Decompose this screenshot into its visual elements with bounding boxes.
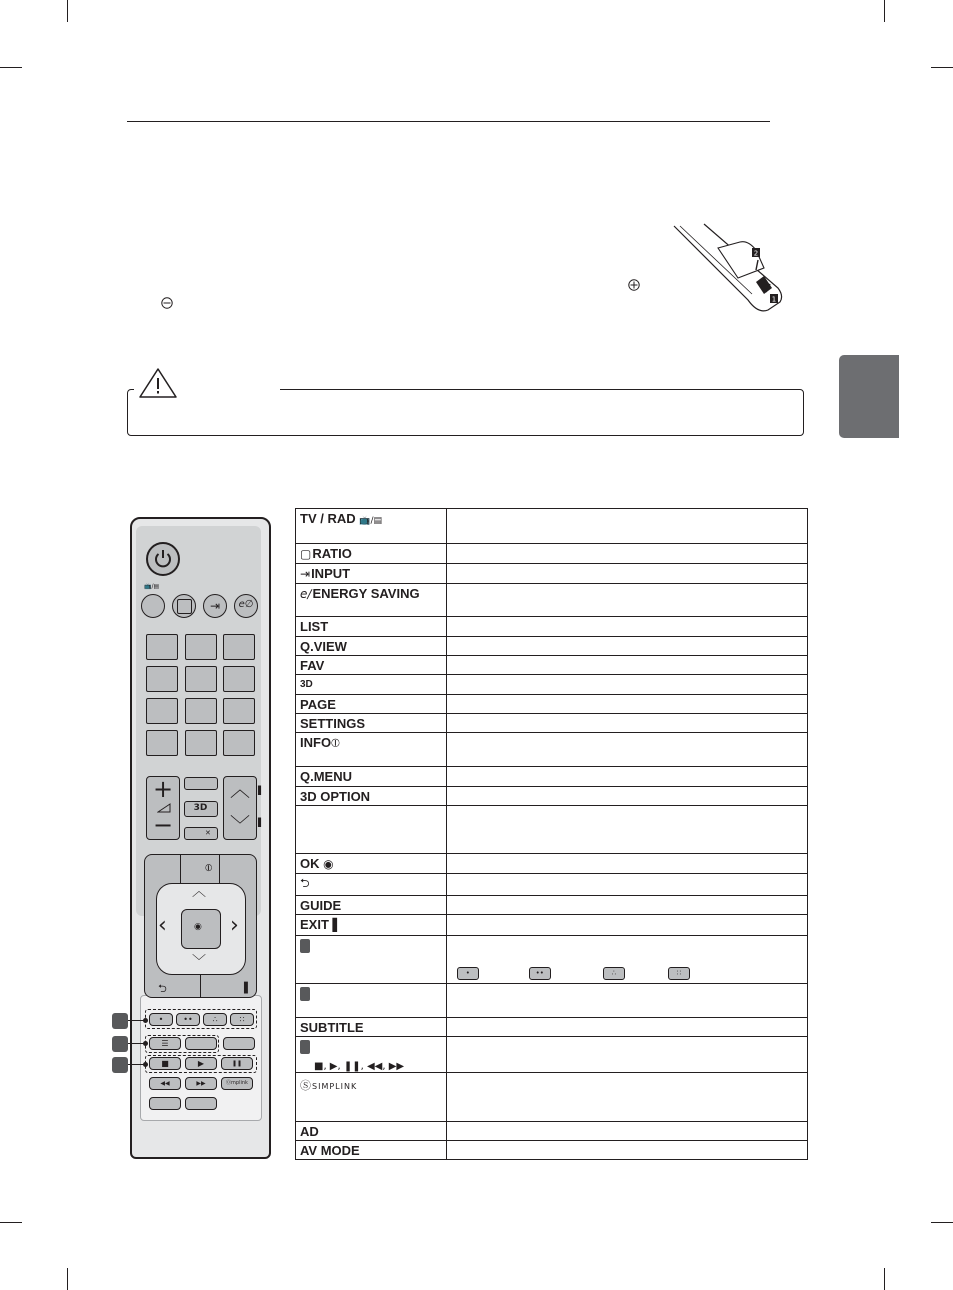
key-cell bbox=[296, 984, 447, 1018]
number-button[interactable] bbox=[223, 698, 255, 724]
blue-button[interactable]: ∷ bbox=[230, 1013, 254, 1026]
input-icon: ⇥ bbox=[300, 567, 311, 581]
key-cell bbox=[296, 874, 447, 896]
description-cell bbox=[446, 915, 807, 936]
ok-icon: ◉ bbox=[194, 922, 202, 932]
table-row bbox=[296, 656, 808, 675]
header-rule bbox=[127, 121, 770, 122]
key-cell bbox=[296, 617, 447, 637]
key-cell bbox=[296, 806, 447, 854]
table-row bbox=[296, 936, 808, 984]
number-button[interactable] bbox=[146, 666, 178, 692]
key-label: FAV bbox=[300, 658, 325, 673]
nav-divider bbox=[200, 974, 201, 998]
battery-cover-illustration bbox=[668, 222, 786, 320]
table-row bbox=[296, 1122, 808, 1141]
description-cell bbox=[446, 1141, 807, 1160]
callout-marker bbox=[300, 1040, 310, 1054]
key-label: 3D OPTION bbox=[300, 789, 371, 804]
key-cell bbox=[296, 787, 447, 806]
table-row bbox=[296, 915, 808, 936]
table-row bbox=[296, 695, 808, 714]
key-label: INPUT bbox=[311, 566, 351, 581]
info-icon: ⦶ bbox=[331, 736, 340, 750]
description-cell bbox=[446, 767, 807, 787]
table-row bbox=[296, 617, 808, 637]
exit-icon: ▌ bbox=[244, 983, 252, 994]
crop-mark bbox=[67, 0, 68, 22]
key-cell bbox=[296, 584, 447, 617]
tv-rad-button[interactable] bbox=[141, 594, 165, 618]
description-cell bbox=[446, 637, 807, 656]
callout-dot bbox=[143, 1062, 148, 1067]
fav-button[interactable] bbox=[184, 777, 218, 790]
description-cell bbox=[446, 1122, 807, 1141]
table-row bbox=[296, 896, 808, 915]
number-button[interactable] bbox=[185, 634, 217, 660]
back-icon: ⮌ bbox=[158, 982, 167, 995]
input-icon: ⇥ bbox=[209, 599, 221, 613]
yellow-button[interactable]: ∴ bbox=[203, 1013, 227, 1026]
table-row bbox=[296, 564, 808, 584]
callout-marker bbox=[112, 1013, 128, 1029]
table-row bbox=[296, 1037, 808, 1073]
callout-marker bbox=[112, 1036, 128, 1052]
key-cell bbox=[296, 1073, 447, 1122]
crop-mark bbox=[884, 1268, 885, 1290]
right-arrow-icon: › bbox=[230, 913, 239, 938]
key-cell bbox=[296, 896, 447, 915]
description-cell bbox=[446, 806, 807, 854]
number-button[interactable] bbox=[146, 698, 178, 724]
list-button[interactable] bbox=[146, 730, 178, 756]
simplink-button[interactable]: ⓪mplink bbox=[221, 1077, 253, 1090]
remote-control-illustration bbox=[130, 517, 271, 1159]
warning-icon bbox=[138, 367, 178, 399]
callout-dot bbox=[143, 1041, 148, 1046]
volume-rocker[interactable] bbox=[146, 776, 180, 840]
description-cell bbox=[446, 617, 807, 637]
key-label: INFO bbox=[300, 735, 332, 750]
table-row bbox=[296, 787, 808, 806]
page-tick-mark: ▌ bbox=[258, 786, 265, 795]
down-arrow-icon: ﹀ bbox=[192, 954, 206, 970]
table-row bbox=[296, 1018, 808, 1037]
ok-icon: ◉ bbox=[323, 857, 334, 871]
key-cell bbox=[296, 733, 447, 767]
play-button[interactable]: ▶ bbox=[185, 1057, 217, 1070]
up-arrow-icon: ︿ bbox=[192, 884, 206, 900]
t-opt-button[interactable] bbox=[185, 1037, 217, 1050]
number-button[interactable] bbox=[223, 634, 255, 660]
power-button[interactable] bbox=[146, 542, 180, 576]
rewind-button[interactable]: ◀◀ bbox=[149, 1077, 181, 1090]
callout-marker bbox=[300, 987, 310, 1001]
q-view-button[interactable] bbox=[223, 730, 255, 756]
table-row bbox=[296, 675, 808, 695]
subtitle-button[interactable] bbox=[223, 1037, 255, 1050]
key-label: LIST bbox=[300, 619, 329, 634]
crop-mark bbox=[0, 1222, 22, 1223]
key-cell bbox=[296, 637, 447, 656]
key-cell bbox=[296, 936, 447, 984]
key-label: AD bbox=[300, 1124, 319, 1139]
callout-dot bbox=[143, 1018, 148, 1023]
key-cell bbox=[296, 509, 447, 544]
key-cell bbox=[296, 695, 447, 714]
caution-box bbox=[127, 389, 804, 436]
nav-divider bbox=[219, 854, 220, 884]
table-row bbox=[296, 854, 808, 874]
table-row bbox=[296, 1073, 808, 1122]
key-cell bbox=[296, 656, 447, 675]
description-cell bbox=[446, 854, 807, 874]
key-label: SETTINGS bbox=[300, 716, 366, 731]
description-cell bbox=[446, 656, 807, 675]
table-row bbox=[296, 544, 808, 564]
energy-saving-icon: e∕ bbox=[300, 587, 312, 601]
key-label: TV / RAD bbox=[300, 511, 356, 526]
ad-button[interactable] bbox=[149, 1097, 181, 1110]
crop-mark bbox=[884, 0, 885, 22]
crop-mark bbox=[0, 67, 22, 68]
description-cell bbox=[446, 675, 807, 695]
blue-button-icon: ∷ bbox=[668, 967, 690, 980]
red-button[interactable]: • bbox=[149, 1013, 173, 1026]
key-cell bbox=[296, 854, 447, 874]
number-button[interactable] bbox=[185, 698, 217, 724]
left-arrow-icon: ‹ bbox=[158, 913, 167, 938]
description-cell bbox=[446, 584, 807, 617]
tv-rad-small-label: 📺/▤ bbox=[144, 583, 160, 590]
simplink-logo: ⓈSIMPLINK bbox=[300, 1079, 358, 1092]
3d-label: 3D bbox=[193, 803, 208, 813]
tv-rad-icon: 📺/▤ bbox=[359, 516, 382, 526]
description-cell bbox=[446, 544, 807, 564]
ratio-button[interactable] bbox=[172, 594, 196, 618]
table-row bbox=[296, 984, 808, 1018]
key-label: EXIT bbox=[300, 917, 329, 932]
key-cell bbox=[296, 1037, 447, 1073]
key-label: Q.VIEW bbox=[300, 639, 347, 654]
crop-mark bbox=[931, 67, 953, 68]
simplink-logo-text: SIMPLINK bbox=[312, 1082, 358, 1091]
description-cell bbox=[446, 787, 807, 806]
minus-polarity-icon bbox=[161, 297, 173, 309]
number-button[interactable] bbox=[185, 666, 217, 692]
key-cell bbox=[296, 767, 447, 787]
green-button-icon: •• bbox=[529, 967, 551, 980]
pause-button[interactable]: ❚❚ bbox=[221, 1057, 253, 1070]
key-label: OK bbox=[300, 856, 320, 871]
table-row bbox=[296, 584, 808, 617]
key-cell bbox=[296, 1141, 447, 1160]
exit-icon: ▌ bbox=[332, 918, 342, 932]
info-icon: ⦶ bbox=[205, 863, 213, 874]
nav-divider bbox=[180, 854, 181, 884]
key-label: Q.MENU bbox=[300, 769, 352, 784]
key-label: SUBTITLE bbox=[300, 1020, 364, 1035]
number-button[interactable] bbox=[185, 730, 217, 756]
description-cell bbox=[446, 509, 807, 544]
table-row bbox=[296, 767, 808, 787]
av-mode-button[interactable] bbox=[185, 1097, 217, 1110]
playback-icons: ■, ▶, ❚❚, ◀◀, ▶▶ bbox=[314, 1061, 405, 1072]
chapter-tab bbox=[839, 355, 899, 438]
callout-marker bbox=[300, 939, 310, 953]
energy-saving-icon: e∅ bbox=[238, 599, 254, 610]
table-row bbox=[296, 1141, 808, 1160]
svg-text:2: 2 bbox=[753, 249, 759, 258]
svg-text:1: 1 bbox=[771, 295, 777, 304]
description-cell bbox=[446, 1018, 807, 1037]
key-cell bbox=[296, 544, 447, 564]
ratio-icon: ▢ bbox=[300, 547, 312, 561]
green-button[interactable]: •• bbox=[176, 1013, 200, 1026]
table-row bbox=[296, 733, 808, 767]
mute-button[interactable] bbox=[184, 827, 218, 840]
description-cell bbox=[446, 896, 807, 915]
number-button[interactable] bbox=[223, 666, 255, 692]
fast-forward-button[interactable]: ▶▶ bbox=[185, 1077, 217, 1090]
3d-button[interactable] bbox=[184, 801, 218, 817]
ratio-icon bbox=[177, 599, 192, 614]
table-row bbox=[296, 806, 808, 854]
ok-button[interactable] bbox=[181, 909, 221, 949]
yellow-button-icon: ∴ bbox=[603, 967, 625, 980]
table-row bbox=[296, 509, 808, 544]
description-cell bbox=[446, 936, 807, 984]
description-cell bbox=[446, 984, 807, 1018]
crop-mark bbox=[67, 1268, 68, 1290]
page-rocker[interactable] bbox=[223, 776, 257, 840]
callout-marker bbox=[112, 1057, 128, 1073]
key-cell bbox=[296, 1122, 447, 1141]
crop-mark bbox=[931, 1222, 953, 1223]
key-cell bbox=[296, 564, 447, 584]
description-cell bbox=[446, 1037, 807, 1073]
back-icon: ⮌ bbox=[300, 876, 310, 890]
table-row bbox=[296, 874, 808, 896]
stop-button[interactable]: ■ bbox=[149, 1057, 181, 1070]
key-cell bbox=[296, 1018, 447, 1037]
page-tick-mark: ▌ bbox=[258, 818, 265, 827]
description-cell bbox=[446, 733, 807, 767]
mute-icon: ✕ bbox=[205, 829, 211, 837]
key-label: ENERGY SAVING bbox=[312, 586, 420, 601]
page-down-icon: ﹀ bbox=[230, 813, 250, 837]
3d-icon: 3D bbox=[300, 679, 313, 690]
table-row bbox=[296, 714, 808, 733]
description-cell bbox=[446, 695, 807, 714]
plus-polarity-icon bbox=[628, 279, 640, 291]
volume-down-icon: − bbox=[152, 811, 174, 839]
table-row bbox=[296, 637, 808, 656]
volume-up-icon: + bbox=[152, 775, 174, 803]
description-cell bbox=[446, 564, 807, 584]
key-description-table bbox=[295, 508, 808, 1160]
energy-saving-button[interactable] bbox=[234, 594, 258, 618]
description-cell bbox=[446, 874, 807, 896]
description-cell bbox=[446, 714, 807, 733]
description-cell bbox=[446, 1073, 807, 1122]
key-cell bbox=[296, 675, 447, 695]
input-button[interactable] bbox=[203, 594, 227, 618]
key-label: GUIDE bbox=[300, 898, 342, 913]
key-label: AV MODE bbox=[300, 1143, 360, 1158]
key-label: RATIO bbox=[312, 546, 352, 561]
key-label: PAGE bbox=[300, 697, 336, 712]
number-button[interactable] bbox=[146, 634, 178, 660]
key-cell bbox=[296, 714, 447, 733]
red-button-icon: • bbox=[457, 967, 479, 980]
key-cell bbox=[296, 915, 447, 936]
text-button[interactable]: ☰ bbox=[149, 1037, 181, 1050]
power-icon bbox=[148, 544, 178, 574]
page-up-icon: ︿ bbox=[230, 777, 250, 801]
